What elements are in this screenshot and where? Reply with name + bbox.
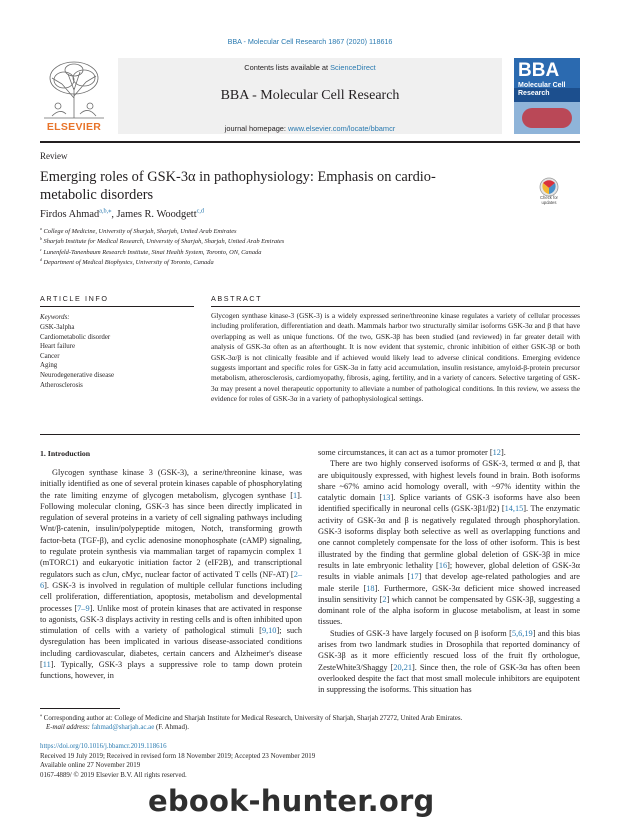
body-text: ]. Splice variants of GSK-3 isoforms have also been identified specifically in neuronal cells (GSK-3β1/β2) [ bbox=[318, 493, 580, 514]
abstract-rule bbox=[211, 306, 580, 307]
contents-prefix: Contents lists available at bbox=[244, 63, 331, 72]
body-text: Studies of GSK-3 have largely focused on β isoform [ bbox=[330, 628, 512, 638]
reference-link[interactable]: 7–9 bbox=[77, 603, 90, 613]
body-text: ]. Unlike most of protein kinases that are activated in response to agonists, GSK-3 displays activity in resting cells and is often inhibited upon stimulation of cells with a variety of pathological stimuli [ bbox=[40, 603, 302, 636]
body-text: ]; such dysregulation has been implicated in various disease-associated conditions including cardiovascular, diabetes, certain cancers and Alzheimer's disease [ bbox=[40, 626, 302, 670]
author-marks[interactable]: a,b,⁎ bbox=[99, 207, 112, 215]
affiliation-item: $^c$ Lunenfeld-Tanenbaum Research Institute, Sinai Health System, Toronto, ON, Canada bbox=[40, 247, 262, 256]
homepage-link[interactable]: www.elsevier.com/locate/bbamcr bbox=[288, 124, 396, 133]
keyword-item: Aging bbox=[40, 362, 58, 370]
masthead-rule bbox=[40, 141, 580, 143]
keyword-item: Heart failure bbox=[40, 343, 76, 351]
article-type: Review bbox=[40, 151, 68, 161]
elsevier-wordmark: ELSEVIER bbox=[46, 121, 102, 133]
reference-link[interactable]: 18 bbox=[366, 583, 375, 593]
reference-link[interactable]: 2 bbox=[382, 594, 387, 604]
reference-link[interactable]: 14,15 bbox=[504, 504, 524, 514]
received-dates: Received 19 July 2019; Received in revised form 18 November 2019; Accepted 23 November 2019 bbox=[40, 752, 316, 760]
keyword-item: GSK-3alpha bbox=[40, 324, 75, 331]
body-text: ]. Following molecular cloning, GSK-3 has since been directly implicated in regulation of several proteins in a variety of cell signaling pathways including Wnt/β-catenin, insulin/polypeptide mitogen, Notch, transforming growth factor-beta (TGF-β), and cyclic adenosine monophosphate (cAMP) signaling, to regulate protein synthesis via mammalian target of rapamycin complex 1 (mTORC1) and eukaryotic initiation factor 2 (eIF2B), and transcriptional regulators such as cJun, cMyc, nuclear factor of activated T cells (NF-AT) [ bbox=[40, 490, 302, 579]
body-text: Glycogen synthase kinase 3 (GSK-3), a serine/threonine kinase, was initially identified as one of several protein kinases capable of phosphorylating the rate limiting enzyme of glycogen metabolism, glycogen synthase [ bbox=[40, 468, 302, 500]
author-name: James R. Woodgett bbox=[116, 209, 197, 220]
body-text: ]; however, global deletion of GSK-3α results in viable animals [ bbox=[318, 560, 580, 582]
reference-link[interactable]: 17 bbox=[410, 572, 419, 582]
sciencedirect-link[interactable]: ScienceDirect bbox=[330, 63, 376, 72]
reference-link[interactable]: 9,10 bbox=[261, 626, 277, 636]
author-list bbox=[40, 209, 204, 220]
article-title-line-2: metabolic disorders bbox=[40, 187, 154, 203]
author-marks[interactable]: c,d bbox=[196, 207, 205, 215]
body-text: There are two highly conserved isoforms of GSK-3, termed α and β, that are ubiquitously expressed, with highest levels found in brain. Both isoforms share ~67% amino acid homology overall, with ~97% identity within the catalytic domain [ bbox=[318, 459, 580, 503]
reference-link[interactable]: 5,6,19 bbox=[511, 628, 533, 638]
body-text: ]. Typically, GSK-3 plays a suppressive role to tamp down protein functions, however, in bbox=[40, 660, 302, 681]
keyword-list bbox=[40, 323, 114, 390]
article-title-line-1: Emerging roles of GSK-3α in pathophysiology: Emphasis on cardio- bbox=[40, 169, 436, 185]
running-head[interactable]: BBA - Molecular Cell Research 1867 (2020) 118616 bbox=[227, 37, 393, 46]
abstract-bottom-rule bbox=[40, 434, 580, 435]
available-online: Available online 27 November 2019 bbox=[40, 762, 141, 770]
keyword-item: Neurodegenerative disease bbox=[40, 371, 115, 379]
corresponding-author-footnote bbox=[40, 714, 580, 733]
reference-link[interactable]: 1 bbox=[293, 490, 298, 500]
reference-link[interactable]: 2–6 bbox=[40, 569, 302, 590]
body-text: ] which cannot be compensated by GSK-3β, suggesting a dominant role of the alpha isoform in glucose metabolism, at least in some tissues. bbox=[318, 594, 580, 627]
cover-title-sub: Molecular Cell Research bbox=[518, 82, 566, 97]
body-text: ]. Furthermore, GSK-3α deficient mice showed increased insulin sensitivity [ bbox=[318, 583, 580, 604]
intro-paragraph-1 bbox=[40, 467, 302, 682]
keyword-item: Atherosclerosis bbox=[40, 381, 83, 389]
author-name: Firdos Ahmad bbox=[40, 209, 100, 220]
intro-paragraph-2 bbox=[318, 458, 580, 627]
abstract-text: Glycogen synthase kinase-3 (GSK-3) is a widely expressed serine/threonine kinase regulates a variety of cellular processes including proliferation, differentiation and death. Mammals harbor two structurally similar isoforms GSK-3α and β that have overlapping as well as unique functions. Of the two, GSK-3β has been studied (and reviewed) in far greater detail with analysis of GSK-3α often as an afterthought. It is now evident that systemic, chronic inhibition of either GSK-3β or both GSK-3α/β is not clinically feasible and if achieved would likely lead to adverse clinical conditions. Emerging evidence suggests important and specific roles for GSK-3α in fatty acid accumulation, insulin resistance, amyloid-β-protein precursor metabolism, atherosclerosis, cardiomyopathy, fibrosis, aging, fertility, and in a variety of cancers. Selective targeting of GSK-3α may present a novel therapeutic opportunity to alleviate a number of pathological conditions. In this review, we assess the evidence for roles of GSK-3α in a variety of pathophysiological settings. bbox=[211, 311, 580, 404]
keywords-label: Keywords: bbox=[40, 314, 70, 321]
body-text: ]. GSK-3 is involved in regulation of multiple cellular functions including cell proliferation, differentiation, apoptosis, metabolism and developmental processes [ bbox=[40, 580, 302, 613]
publication-info bbox=[40, 742, 315, 781]
keyword-item: Cancer bbox=[40, 352, 60, 360]
author-email-link[interactable]: fahmad@sharjah.ac.ae bbox=[91, 724, 155, 732]
journal-cover-image bbox=[514, 58, 580, 134]
body-text: ] and this bias arises from two landmark studies in Drosophila that reported dominancy of GSK-3β as it more efficiently rescued loss of the fruit fly orthologue, ZesteWhite3/Shaggy [ bbox=[318, 628, 580, 672]
email-label: E-mail address: bbox=[46, 724, 92, 732]
body-text: some circumstances, it can act as a tumor promoter [ bbox=[318, 448, 493, 457]
reference-link[interactable]: 12 bbox=[492, 448, 501, 457]
footnote-mark: ⁎ bbox=[40, 712, 43, 718]
body-text: ]. The enzymatic activity of GSK-3α and β is negatively regulated through phosphorylation. GSK-3 isoforms display both selective as well as overlapping functions and one cannot completely compensate for the loss of other isoform. This is best illustrated by the finding that germline global deletion of GSK-3β in mice results in late embryonic lethality [ bbox=[318, 504, 580, 570]
affiliation-item: $^b$ Sharjah Institute for Medical Research, University of Sharjah, Sharjah, United Arab Emirates bbox=[40, 237, 285, 246]
author-separator: , bbox=[111, 209, 117, 220]
copyright-line: 0167-4889/ © 2019 Elsevier B.V. All rights reserved. bbox=[40, 772, 187, 780]
section-heading-introduction: 1. Introduction bbox=[40, 449, 91, 458]
affiliation-item: $^d$ Department of Medical Biophysics, University of Toronto, Canada bbox=[40, 257, 214, 266]
footnote-text: Corresponding author at: College of Medicine and Sharjah Institute for Medical Research, University of Sharjah, Sharjah 27272, United Arab Emirates. bbox=[42, 715, 463, 722]
article-info-heading: ARTICLE INFO bbox=[40, 294, 109, 303]
article-title bbox=[40, 168, 470, 204]
affiliation-list bbox=[40, 227, 284, 268]
journal-homepage bbox=[118, 124, 502, 133]
reference-link[interactable]: 16 bbox=[438, 560, 448, 570]
intro-paragraph-3 bbox=[318, 628, 580, 696]
homepage-prefix: journal homepage: bbox=[224, 124, 289, 133]
cover-title-bba: BBA bbox=[518, 60, 560, 81]
keyword-item: Cardiometabolic disorder bbox=[40, 333, 111, 341]
reference-link[interactable]: 13 bbox=[382, 493, 391, 503]
article-info-rule bbox=[40, 306, 194, 307]
body-column-right bbox=[318, 447, 580, 696]
abstract-heading: ABSTRACT bbox=[211, 294, 263, 303]
doi-link[interactable]: https://doi.org/10.1016/j.bbamcr.2019.118616 bbox=[40, 743, 167, 750]
affiliation-item: $^a$ College of Medicine, University of Sharjah, Sharjah, United Arab Emirates bbox=[40, 226, 237, 235]
watermark-text: ebook-hunter.org bbox=[148, 784, 435, 818]
body-column-left bbox=[40, 467, 302, 682]
reference-link[interactable]: 11 bbox=[42, 660, 51, 670]
body-text: ]. bbox=[500, 448, 506, 457]
email-suffix: (F. Ahmad). bbox=[154, 724, 189, 732]
check-for-updates-badge[interactable]: Check for updates bbox=[534, 176, 564, 206]
body-text: ]. Since then, the role of GSK-3α has often been overlooked despite the fact that most small molecule inhibitors are equipotent in suppressing the isoforms. This situation has bbox=[318, 662, 580, 695]
body-text: ] that develop age-related pathologies and are male sterile [ bbox=[318, 572, 580, 593]
footnote-rule bbox=[40, 708, 120, 709]
contents-line bbox=[118, 63, 502, 72]
intro-paragraph-continued bbox=[318, 447, 580, 458]
reference-link[interactable]: 20,21 bbox=[393, 662, 412, 672]
journal-title: BBA - Molecular Cell Research bbox=[220, 88, 400, 103]
